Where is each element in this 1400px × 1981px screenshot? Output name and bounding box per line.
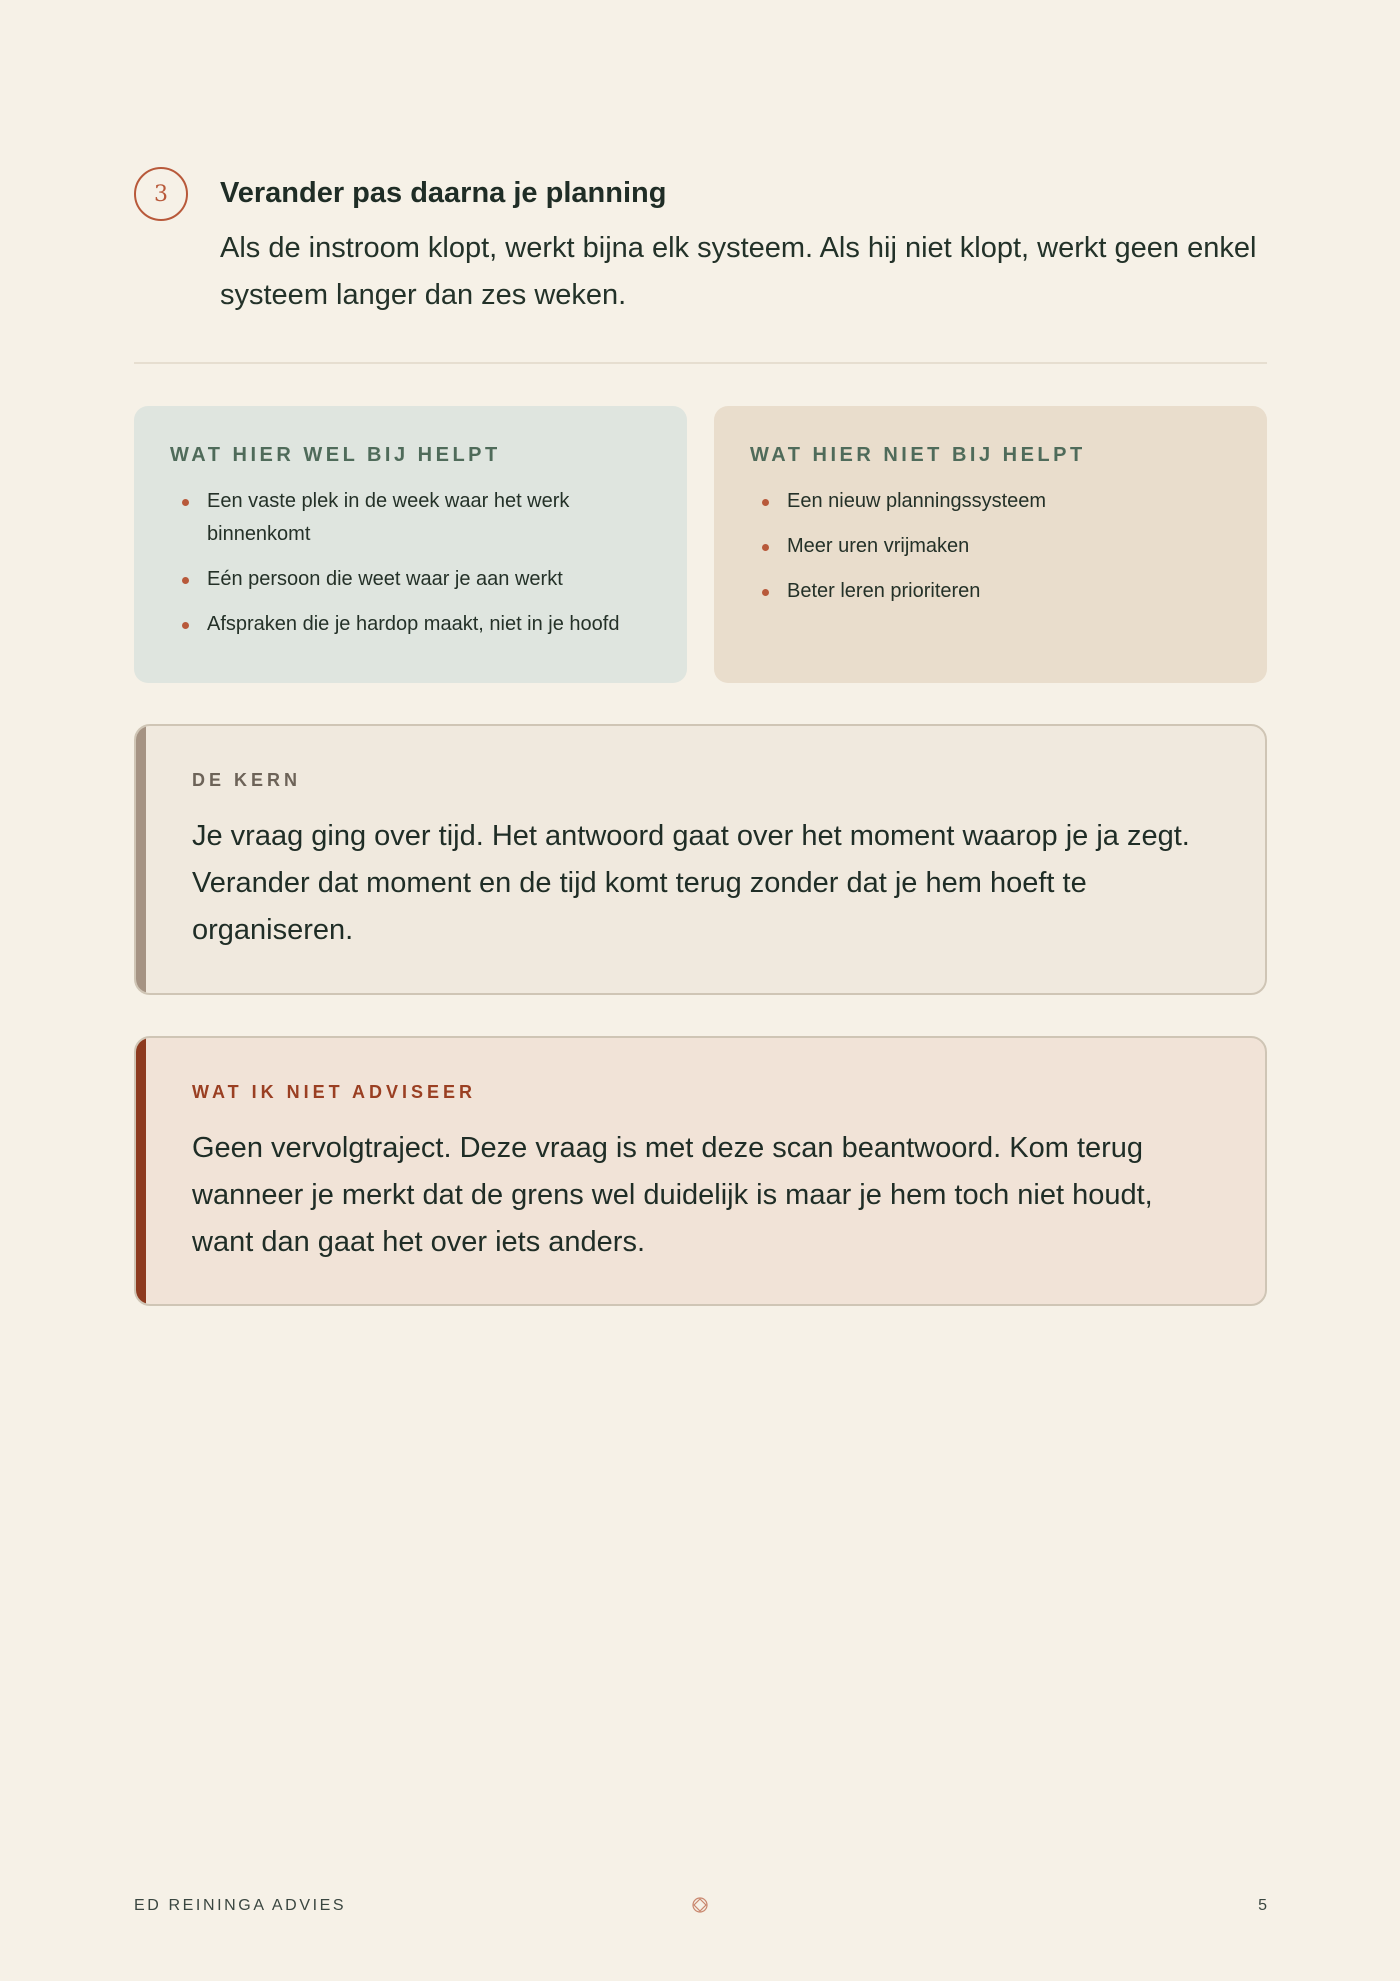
list-item: Een nieuw planningssysteem [750,485,1231,518]
helps-list [170,485,651,641]
page-number: 5 [1258,1897,1267,1914]
helps-box [134,406,687,683]
step-number-badge: 3 [134,167,188,221]
list-item: Eén persoon die weet waar je aan werkt [170,563,651,596]
advice-label: WAT IK NIET ADVISEER [192,1082,477,1102]
advice-text: Geen vervolgtraject. Deze vraag is met deze scan beantwoord. Kom terug wanneer je merkt dat de grens wel duidelijk is maar je hem toch niet houdt, want dan gaat het over iets anders. [192,1132,1153,1258]
footer-brand: ED REININGA ADVIES [134,1897,347,1914]
step-title: Verander pas daarna je planning [220,177,667,209]
core-callout [134,724,1267,995]
not-helps-box [714,406,1267,683]
list-item: Meer uren vrijmaken [750,530,1231,563]
not-helps-list [750,485,1231,608]
advice-callout [134,1036,1267,1306]
list-item: Een vaste plek in de week waar het werk binnenkomt [170,485,651,551]
step-body [220,167,1267,319]
section-divider [134,362,1267,364]
helps-heading: WAT HIER WEL BIJ HELPT [170,444,501,466]
ornament-icon [691,1896,709,1914]
step-text: Als de instroom klopt, werkt bijna elk systeem. Als hij niet klopt, werkt geen enkel systeem langer dan zes weken. [220,231,1257,311]
document-page [134,0,1267,1981]
list-item: Afspraken die je hardop maakt, niet in je hoofd [170,608,651,641]
not-helps-heading: WAT HIER NIET BIJ HELPT [750,444,1086,466]
core-text: Je vraag ging over tijd. Het antwoord gaat over het moment waarop je ja zegt. Verander dat moment en de tijd komt terug zonder dat je hem hoeft te organiseren. [192,820,1190,946]
page-footer [134,1897,1267,1921]
list-item: Beter leren prioriteren [750,575,1231,608]
core-label: DE KERN [192,770,302,790]
